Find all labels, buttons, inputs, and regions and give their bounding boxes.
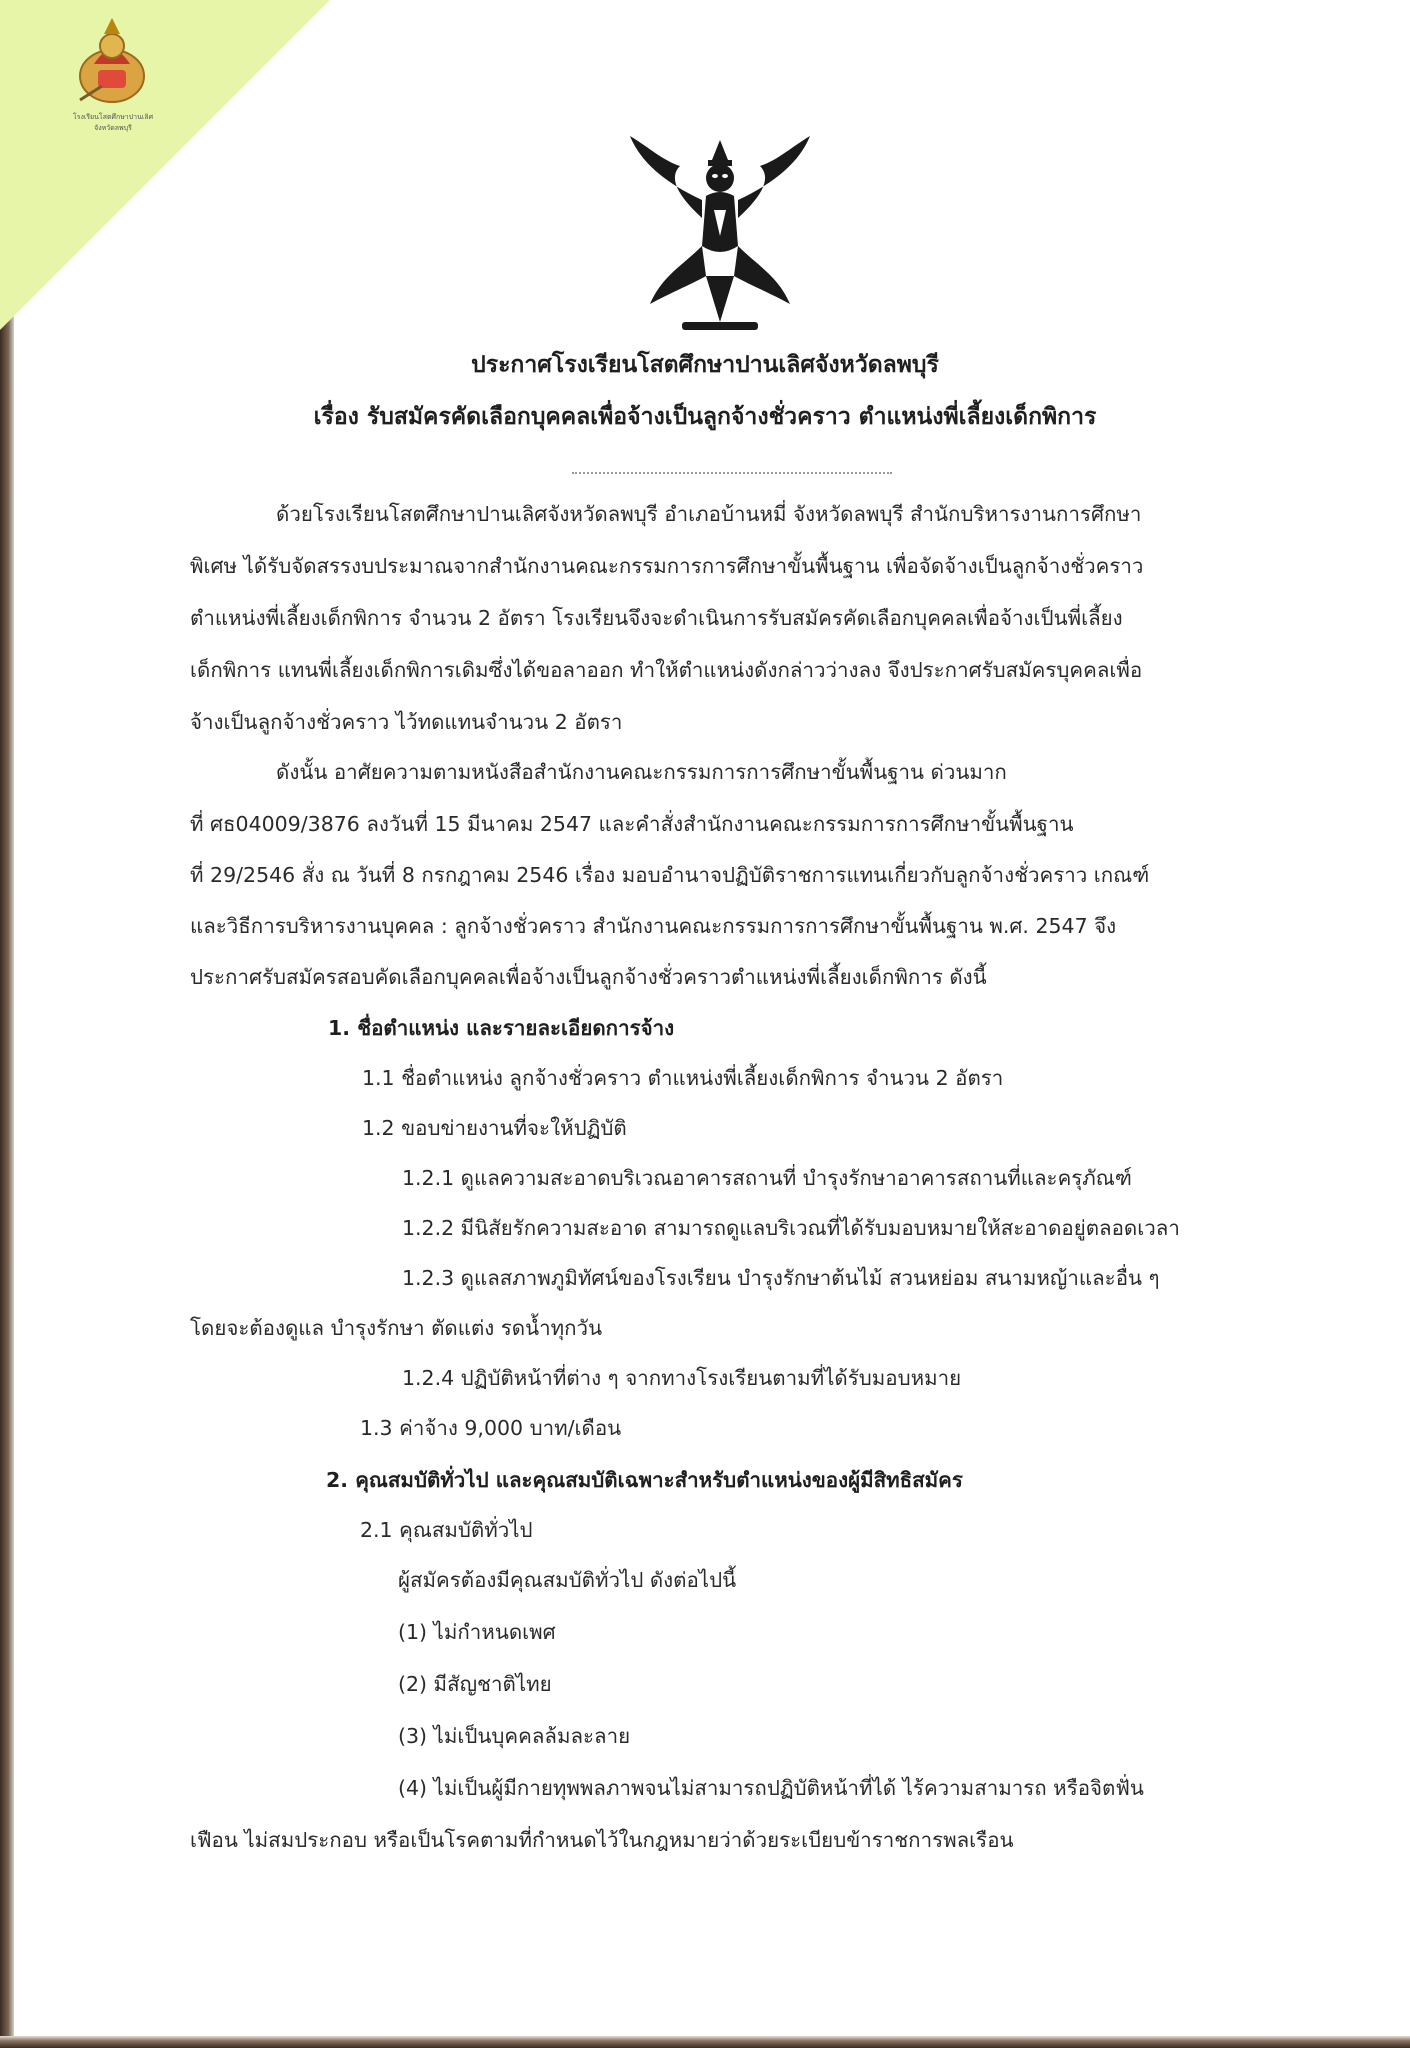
sticker-school-name bbox=[48, 112, 178, 134]
section-2-heading: 2. คุณสมบัติทั่วไป และคุณสมบัติเฉพาะสำหรับตำแหน่งของผู้มีสิทธิสมัคร bbox=[326, 1468, 963, 1492]
item-1-1: 1.1 ชื่อตำแหน่ง ลูกจ้างชั่วคราว ตำแหน่งพี่เลี้ยงเด็กพิการ จำนวน 2 อัตรา bbox=[362, 1066, 1004, 1090]
garuda-emblem-icon bbox=[622, 126, 818, 338]
authority-line: ประกาศรับสมัครสอบคัดเลือกบุคคลเพื่อจ้างเป็นลูกจ้างชั่วคราวตำแหน่งพี่เลี้ยงเด็กพิการ ดังนี้ bbox=[190, 965, 987, 989]
announcement-subject: เรื่อง รับสมัครคัดเลือกบุคคลเพื่อจ้างเป็นลูกจ้างชั่วคราว ตำแหน่งพี่เลี้ยงเด็กพิการ bbox=[313, 404, 1097, 430]
qualification-item: (2) มีสัญชาติไทย bbox=[398, 1672, 552, 1696]
intro-line: จ้างเป็นลูกจ้างชั่วคราว ไว้ทดแทนจำนวน 2 อัตรา bbox=[190, 710, 623, 734]
item-1-2: 1.2 ขอบข่ายงานที่จะให้ปฏิบัติ bbox=[362, 1116, 627, 1140]
authority-line: และวิธีการบริหารงานบุคคล : ลูกจ้างชั่วคราว สำนักงานคณะกรรมการการศึกษาขั้นพื้นฐาน พ.ศ. 2547 จึง bbox=[190, 914, 1117, 938]
qualification-lead: ผู้สมัครต้องมีคุณสมบัติทั่วไป ดังต่อไปนี้ bbox=[398, 1568, 737, 1592]
section-1-heading: 1. ชื่อตำแหน่ง และรายละเอียดการจ้าง bbox=[328, 1016, 675, 1040]
qualification-item: (3) ไม่เป็นบุคคลล้มละลาย bbox=[398, 1724, 631, 1748]
intro-line: เด็กพิการ แทนพี่เลี้ยงเด็กพิการเดิมซึ่งได้ขอลาออก ทำให้ตำแหน่งดังกล่าวว่างลง จึงประกาศรับสมัครบุคคลเพื่อ bbox=[190, 658, 1143, 682]
school-logo-icon bbox=[72, 16, 152, 110]
corner-sticker bbox=[0, 0, 330, 330]
item-1-2-3: 1.2.3 ดูแลสภาพภูมิทัศน์ของโรงเรียน บำรุงรักษาต้นไม้ สวนหย่อม สนามหญ้าและอื่น ๆ bbox=[402, 1266, 1160, 1290]
intro-line: ด้วยโรงเรียนโสตศึกษาปานเลิศจังหวัดลพบุรี อำเภอบ้านหมี่ จังหวัดลพบุรี สำนักบริหารงานการศึกษา bbox=[276, 502, 1142, 526]
announcement-title: ประกาศโรงเรียนโสตศึกษาปานเลิศจังหวัดลพบุรี bbox=[471, 352, 939, 378]
sticker-line: โรงเรียนโสตศึกษาปานเลิศ bbox=[72, 113, 154, 121]
item-1-2-2: 1.2.2 มีนิสัยรักความสะอาด สามารถดูแลบริเวณที่ได้รับมอบหมายให้สะอาดอยู่ตลอดเวลา bbox=[402, 1216, 1180, 1240]
item-1-3: 1.3 ค่าจ้าง 9,000 บาท/เดือน bbox=[360, 1416, 622, 1440]
intro-line: ตำแหน่งพี่เลี้ยงเด็กพิการ จำนวน 2 อัตรา โรงเรียนจึงจะดำเนินการรับสมัครคัดเลือกบุคคลเพื่อจ้างเป็นพี่เลี้ยง bbox=[190, 606, 1123, 630]
sticker-line: จังหวัดลพบุรี bbox=[94, 124, 132, 132]
qualification-item: (1) ไม่กำหนดเพศ bbox=[398, 1620, 556, 1644]
item-1-2-4: 1.2.4 ปฏิบัติหน้าที่ต่าง ๆ จากทางโรงเรียนตามที่ได้รับมอบหมาย bbox=[402, 1366, 962, 1390]
item-2-1: 2.1 คุณสมบัติทั่วไป bbox=[360, 1518, 533, 1542]
page-bottom-edge bbox=[0, 2036, 1410, 2048]
authority-line: ที่ ศธ04009/3876 ลงวันที่ 15 มีนาคม 2547 และคำสั่งสำนักงานคณะกรรมการการศึกษาขั้นพื้นฐาน bbox=[190, 812, 1074, 836]
authority-line: ดังนั้น อาศัยความตามหนังสือสำนักงานคณะกรรมการการศึกษาขั้นพื้นฐาน ด่วนมาก bbox=[276, 760, 1007, 784]
intro-line: พิเศษ ได้รับจัดสรรงบประมาณจากสำนักงานคณะกรรมการการศึกษาขั้นพื้นฐาน เพื่อจัดจ้างเป็นลูกจ้างชั่วคราว bbox=[190, 554, 1144, 578]
title-divider bbox=[572, 472, 892, 474]
item-1-2-1: 1.2.1 ดูแลความสะอาดบริเวณอาคารสถานที่ บำรุงรักษาอาคารสถานที่และครุภัณฑ์ bbox=[402, 1166, 1132, 1190]
authority-line: ที่ 29/2546 สั่ง ณ วันที่ 8 กรกฎาคม 2546 เรื่อง มอบอำนาจปฏิบัติราชการแทนเกี่ยวกับลูกจ้างชั่วคราว เกณฑ์ bbox=[190, 863, 1150, 887]
qualification-item-continued: เฟือน ไม่สมประกอบ หรือเป็นโรคตามที่กำหนดไว้ในกฎหมายว่าด้วยระเบียบข้าราชการพลเรือน bbox=[190, 1828, 1014, 1852]
item-1-2-3-continued: โดยจะต้องดูแล บำรุงรักษา ตัดแต่ง รดน้ำทุกวัน bbox=[190, 1316, 603, 1340]
qualification-item: (4) ไม่เป็นผู้มีกายทุพพลภาพจนไม่สามารถปฏิบัติหน้าที่ได้ ไร้ความสามารถ หรือจิตฟั่น bbox=[398, 1776, 1144, 1800]
